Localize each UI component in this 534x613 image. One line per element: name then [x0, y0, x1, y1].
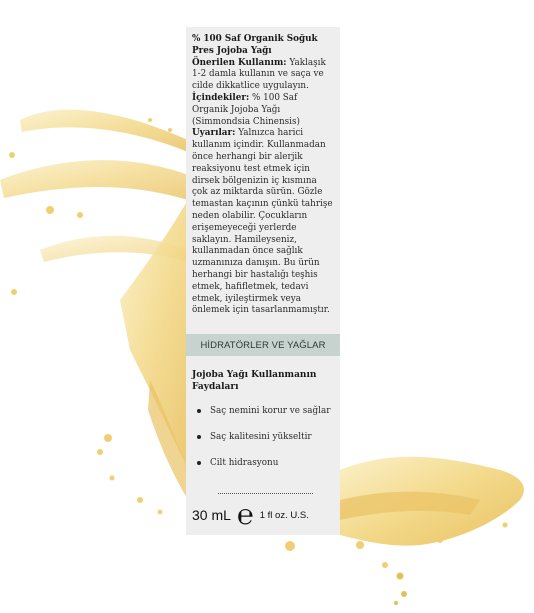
benefit-text: Saç kalitesini yükseltir [210, 432, 312, 442]
volume-row [192, 499, 338, 530]
bullet-icon [197, 461, 201, 465]
dotted-divider [218, 493, 313, 494]
volume-ml: 30 mL [192, 507, 231, 523]
benefit-text: Cilt hidrasyonu [210, 458, 279, 468]
ingredients-label: İçindekiler: [192, 92, 250, 103]
bullet-icon [197, 435, 201, 439]
bullet-icon [197, 409, 201, 413]
label-info [186, 27, 340, 317]
usage-label: Önerilen Kullanım: [192, 57, 287, 68]
list-item [194, 457, 338, 483]
usage-text: Yaklaşık 1-2 damla kullanın ve saça ve cilde dikkatlice uygulayın. [192, 57, 326, 92]
benefits-title: Jojoba Yağı Kullanmanın Faydaları [192, 370, 317, 392]
list-item [194, 405, 338, 431]
product-title: % 100 Saf Organik Soğuk Pres Jojoba Yağı [192, 34, 318, 56]
warnings-text: Yalnızca harici kullanım içindir. Kullanmadan önce herhangi bir alerjik reaksiyonu test etmek için dirsek bölgenizin iç kısmına çok az miktarda sürün. Gözle temastan kaçının çünkü tahrişe neden olabilir. Çocukların erişemeyeceği yerlerde saklayın. Hamileyseniz, kullanmadan önce sağlık uzmanınıza danışın. Bu ürün herhangi bir hastalığı teşhis etmek, hafifletmek, tedavi etmek, iyileştirmek veya önlemek için tasarlanmamıştır. [192, 128, 333, 316]
product-label [186, 27, 340, 535]
category-band: HİDRATÖRLER VE YAĞLAR [186, 334, 340, 356]
benefits-list [194, 405, 338, 483]
warnings-label: Uyarılar: [192, 128, 236, 139]
benefit-text: Saç nemini korur ve sağlar [210, 406, 331, 416]
volume-oz: 1 fl oz. U.S. [259, 509, 309, 521]
estimated-sign-icon: ℮ [236, 499, 254, 530]
ingredients-text: % 100 Saf Organik Jojoba Yağı (Simmondsia Chinensis) [192, 92, 300, 127]
list-item [194, 431, 338, 457]
